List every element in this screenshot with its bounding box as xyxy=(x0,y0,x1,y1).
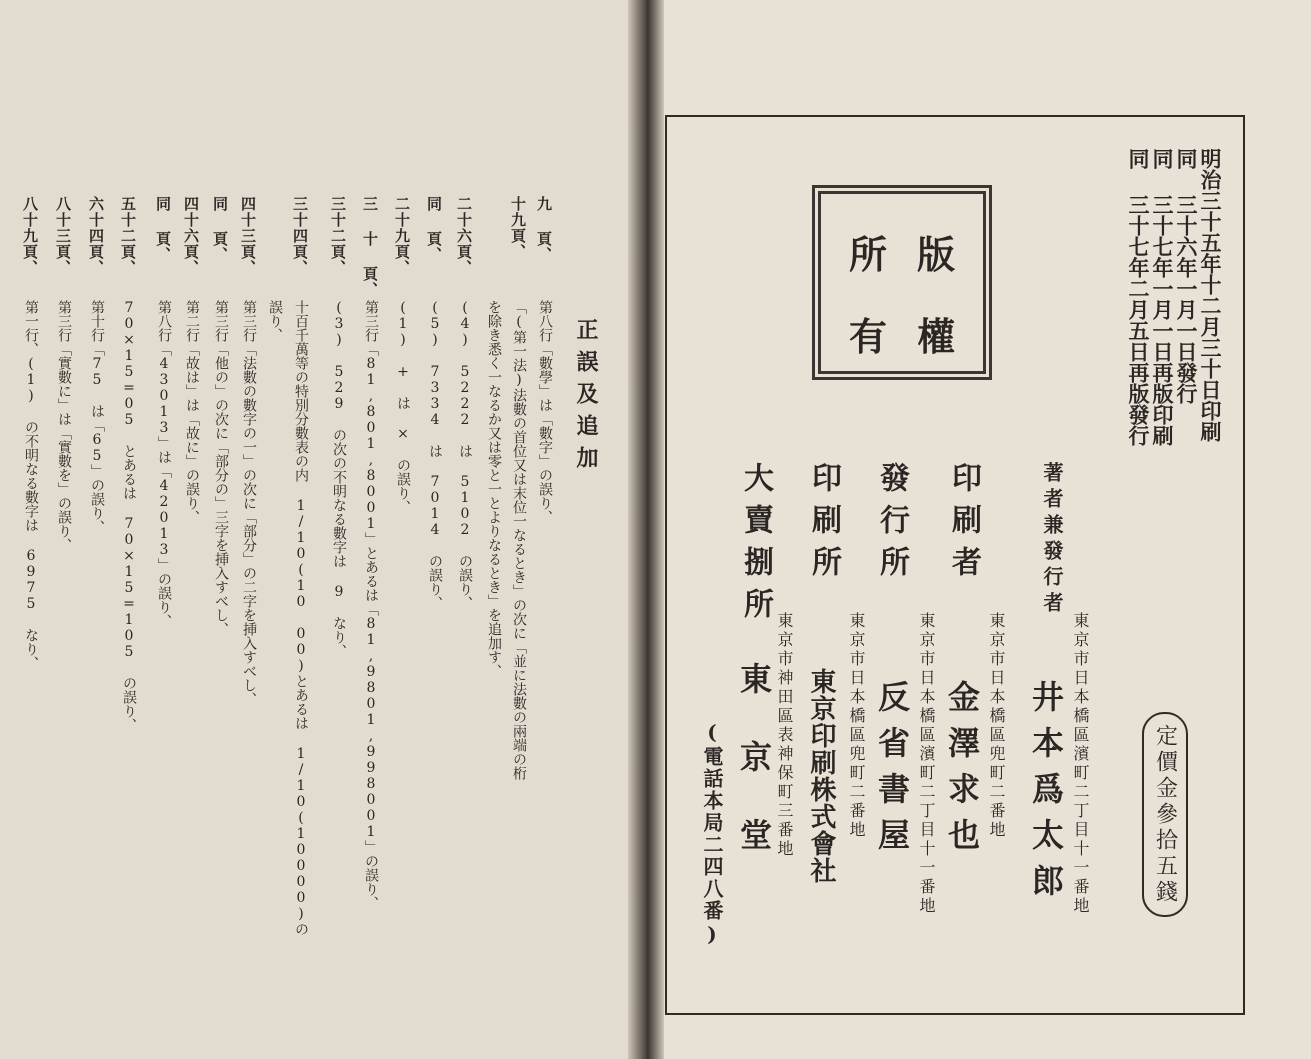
name-printer: 金澤求也 xyxy=(943,680,981,864)
errata-text: 第十行「75 は「65」の誤り、 xyxy=(89,300,105,534)
name-print-house: 東京印刷株式會社 xyxy=(806,668,836,884)
errata-text: 十百千萬等の特別分數表の内 1/10(10 00)とあるは 1/10(10000)の xyxy=(293,300,309,936)
errata-page-label: 八十九頁、 xyxy=(21,196,39,276)
role-distributor: 大賣捌所 xyxy=(738,462,773,630)
errata-page-label: 同 頁、 xyxy=(425,196,443,263)
date-line: 同 三十七年二月五日再版發行 xyxy=(1126,148,1151,446)
errata-page-label: 二十六頁、 xyxy=(455,196,473,276)
errata-page-label: 三十四頁、 xyxy=(291,196,309,276)
address: 東京市日本橋區濱町二丁目十一番地 xyxy=(917,612,936,916)
errata-page-label: 同 頁、 xyxy=(211,196,229,263)
price-text: 定價金參拾五錢 xyxy=(1152,723,1178,906)
address: 東京市神田區表神保町三番地 xyxy=(775,612,794,859)
seal-char: 權 xyxy=(916,314,955,359)
role-printer: 印刷者 xyxy=(946,462,981,588)
role-publisher-house: 發行所 xyxy=(874,462,909,588)
address: 東京市日本橋區兜町二番地 xyxy=(847,612,866,840)
errata-text: (1) + は × の誤り、 xyxy=(395,300,411,514)
errata-page-label: 二十九頁、 xyxy=(393,196,411,276)
name-distributor: 東京堂 xyxy=(735,662,773,896)
errata-page-label: 六十四頁、 xyxy=(87,196,105,276)
seal-char: 有 xyxy=(849,314,888,359)
errata-text: 誤り、 xyxy=(267,300,283,342)
errata-text: 70×15=05 とあるは 70×15=105 の誤り、 xyxy=(121,300,137,732)
errata-text: (3) 529 の次の不明なる數字は 9 なり、 xyxy=(331,300,347,658)
errata-text: を除き悉く一なるか又は零と一とよりなるとき」を追加す、 xyxy=(486,300,502,678)
errata-text: 第八行「數學」は「數字」の誤り、 xyxy=(537,300,553,524)
seal-char: 版 xyxy=(916,232,955,277)
errata-page-label: 同 頁、 xyxy=(154,196,172,263)
errata-text: 第八行「43013」は「42013」の誤り、 xyxy=(156,300,172,628)
seal-char: 所 xyxy=(849,232,888,277)
errata-text: 第三行「法數の數字の一」の次に「部分」の二字を挿入すべし、 xyxy=(241,300,257,706)
date-line: 明治三十五年十二月三十日印刷 xyxy=(1198,148,1223,442)
copyright-seal xyxy=(812,185,992,380)
date-line: 同 三十七年一月一日再版印刷 xyxy=(1150,148,1175,446)
name-publisher: 反省書屋 xyxy=(873,680,911,864)
errata-page-label: 五十二頁、 xyxy=(119,196,137,276)
address: 東京市日本橋區兜町二番地 xyxy=(987,612,1006,840)
role-print-house: 印刷所 xyxy=(806,462,841,588)
errata-text: 第三行「81,801,8001」とあるは「81,9801,998001」の誤り、 xyxy=(363,300,379,910)
errata-text: 第二行「故は」は「故に」の誤り、 xyxy=(184,300,200,524)
errata-text: 「(第一法)法數の首位又は末位一なるとき」の次に「並に法數の兩端の桁 xyxy=(511,300,527,780)
errata-page-label: 八十三頁、 xyxy=(54,196,72,276)
book-gutter xyxy=(628,0,664,1059)
errata-title: 正誤及追加 xyxy=(573,318,599,478)
errata-text: (4) 5222 は 5102 の誤り、 xyxy=(457,300,473,610)
errata-page-label: 四十六頁、 xyxy=(182,196,200,276)
errata-text: 第三行「實數に」は「實數を」の誤り、 xyxy=(56,300,72,552)
errata-page-label: 四十三頁、 xyxy=(239,196,257,276)
errata-text: (5) 7334 は 7014 の誤り、 xyxy=(427,300,443,610)
price-box xyxy=(1142,712,1188,917)
errata-page-label: 三十二頁、 xyxy=(329,196,347,276)
role-author-publisher: 著者兼發行者 xyxy=(1040,462,1064,618)
errata-page-label: 十九頁、 xyxy=(509,196,527,260)
errata-page-label: 三 十 頁、 xyxy=(361,196,379,298)
name-author: 井本爲太郎 xyxy=(1027,680,1065,910)
phone-number: (電話本局二四八番) xyxy=(700,720,724,948)
address: 東京市日本橋區濱町二丁目十一番地 xyxy=(1071,612,1090,916)
errata-page-label: 九 頁、 xyxy=(535,196,553,263)
date-line: 同 三十六年一月一日發行 xyxy=(1174,148,1199,404)
errata-text: 第一行、(1) の不明なる數字は 6975 なり、 xyxy=(23,300,39,670)
errata-text: 第三行「他の」の次に「部分の」三字を挿入すべし、 xyxy=(213,300,229,636)
